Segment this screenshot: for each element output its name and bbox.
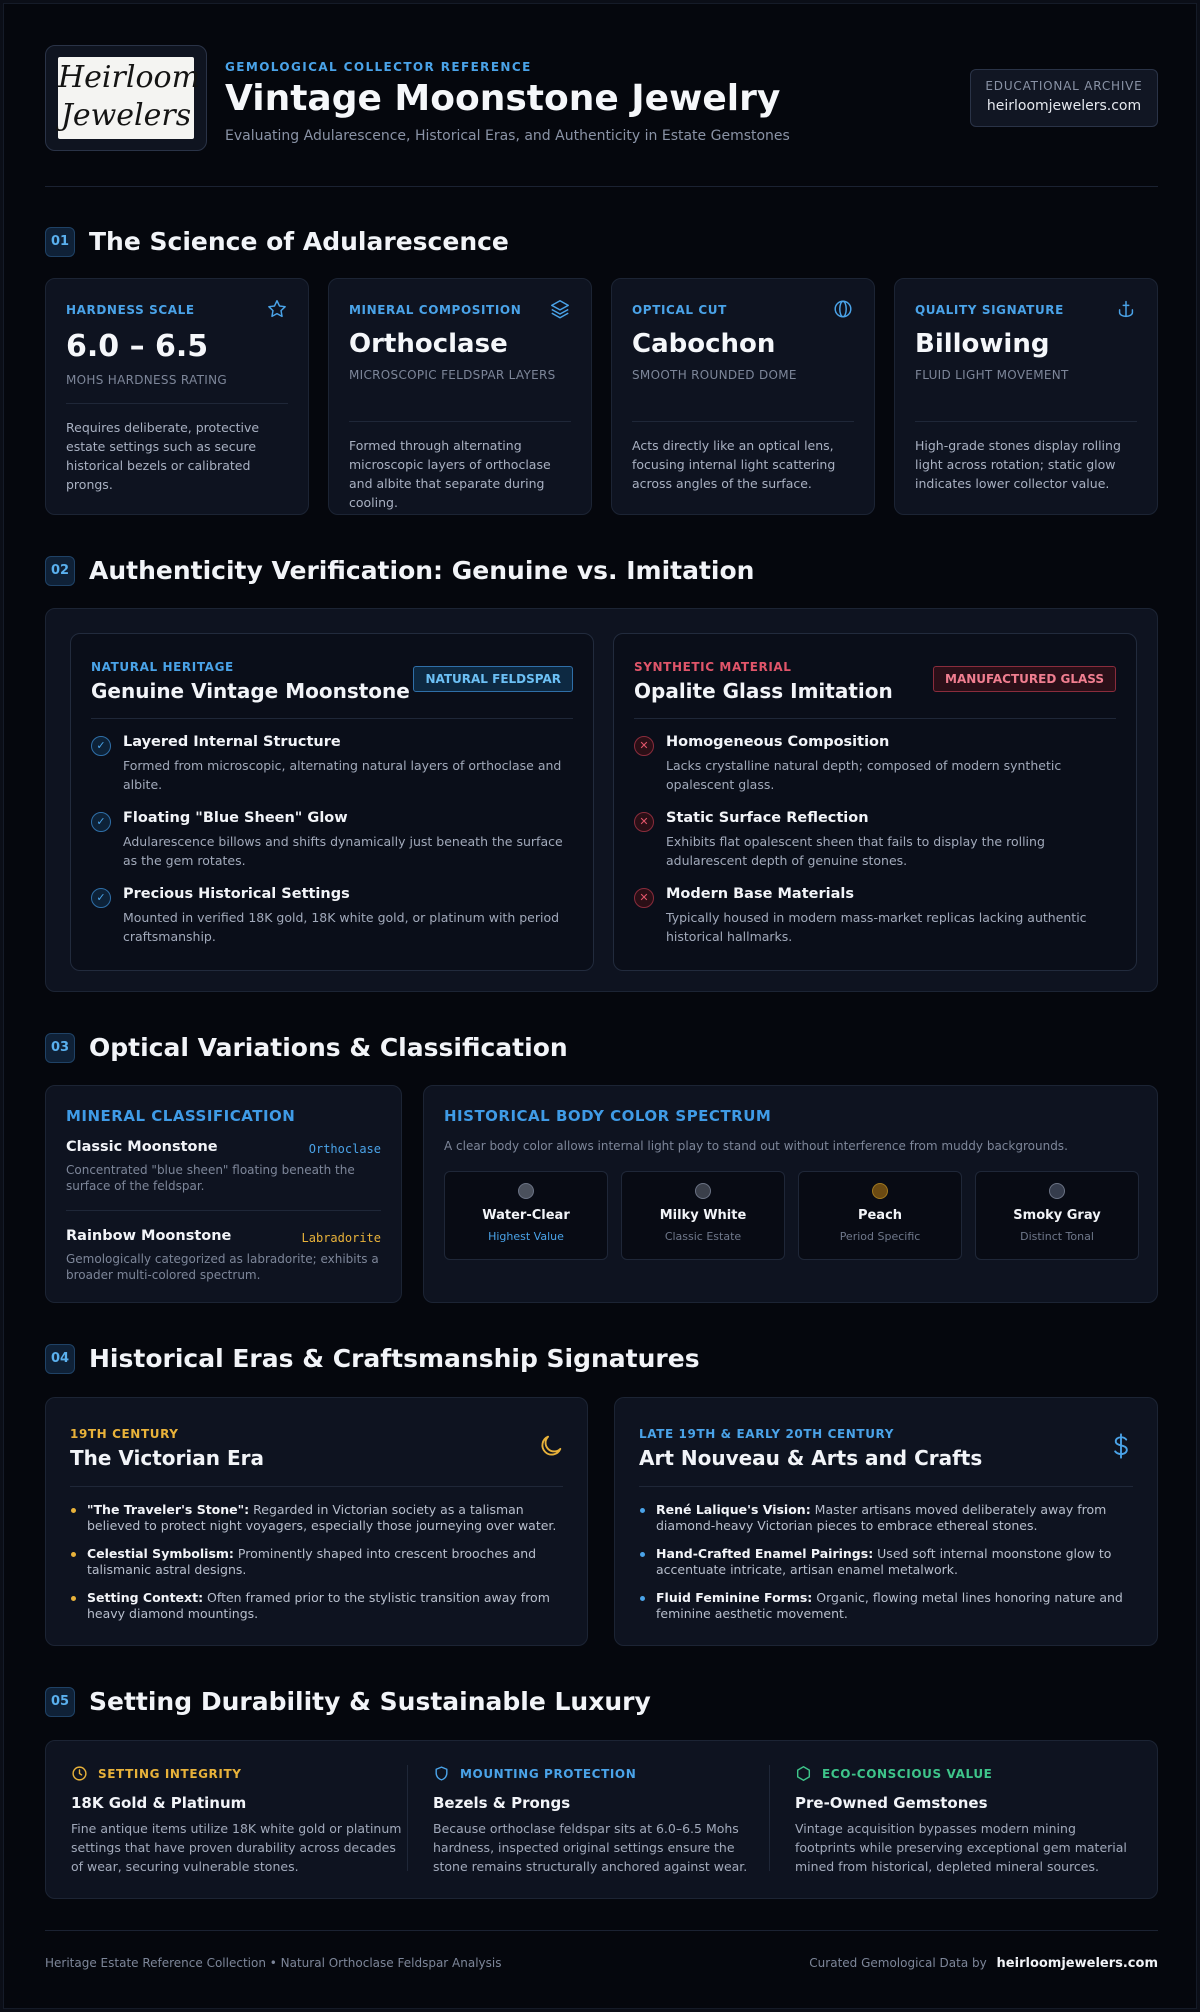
metric-value: Orthoclase xyxy=(349,329,508,359)
genuine-title: Genuine Vintage Moonstone xyxy=(91,679,410,703)
swatch-name: Milky White xyxy=(659,1208,747,1223)
metric-card-composition xyxy=(328,278,592,515)
logo-line-1: Heirloom xyxy=(58,60,201,95)
imitation-divider xyxy=(634,718,1116,719)
metric-caption: FLUID LIGHT MOVEMENT xyxy=(915,368,1069,382)
logo xyxy=(58,57,201,139)
metric-caption: MOHS HARDNESS RATING xyxy=(66,373,227,387)
era-card-victorian xyxy=(45,1397,588,1646)
section-number: 05 xyxy=(45,1687,75,1717)
section-title: Setting Durability & Sustainable Luxury xyxy=(89,1687,651,1716)
era-tag: LATE 19TH & EARLY 20TH CENTURY xyxy=(639,1427,895,1441)
footer-divider xyxy=(45,1930,1158,1931)
clock-icon xyxy=(71,1765,88,1782)
x-icon: ✕ xyxy=(634,888,654,908)
classification-title: MINERAL CLASSIFICATION xyxy=(66,1107,296,1125)
item-title: Floating "Blue Sheen" Glow xyxy=(123,810,348,826)
anchor-icon xyxy=(1115,298,1137,320)
classification-tag: Orthoclase xyxy=(308,1142,381,1156)
x-icon: ✕ xyxy=(634,736,654,756)
footer-credit-label: Curated Gemological Data by xyxy=(809,1956,987,1970)
metric-description: Formed through alternating microscopic layers of orthoclase and albite that separate during cooling. xyxy=(349,438,551,510)
column-divider xyxy=(769,1765,770,1871)
section-title: The Science of Adularescence xyxy=(89,227,509,256)
x-icon: ✕ xyxy=(634,812,654,832)
hexagon-icon xyxy=(795,1765,812,1782)
item-description: Adularescence billows and shifts dynamically just beneath the surface as the gem rotates. xyxy=(123,834,563,868)
durability-column xyxy=(433,1741,773,1898)
footer-credit xyxy=(809,1956,1158,1971)
era-bullet: "The Traveler's Stone": Regarded in Victorian society as a talisman believed to protect night voyagers, especially those journeying over water. xyxy=(70,1502,563,1534)
metric-card-quality xyxy=(894,278,1158,515)
page-title: Vintage Moonstone Jewelry xyxy=(225,78,781,119)
imitation-tag: SYNTHETIC MATERIAL xyxy=(634,660,792,674)
metric-description: Requires deliberate, protective estate settings such as secure historical bezels or calibrated prongs. xyxy=(66,420,260,492)
check-icon: ✓ xyxy=(91,736,111,756)
section-number: 04 xyxy=(45,1344,75,1374)
header-divider xyxy=(45,186,1158,187)
era-card-art-nouveau xyxy=(614,1397,1158,1646)
swatch-subtitle: Distinct Tonal xyxy=(1020,1230,1094,1243)
metric-card-optical-cut xyxy=(611,278,875,515)
item-description: Formed from microscopic, alternating natural layers of orthoclase and albite. xyxy=(123,758,562,792)
spectrum-title: HISTORICAL BODY COLOR SPECTRUM xyxy=(444,1107,772,1125)
durability-column xyxy=(795,1741,1135,1898)
header-kicker: GEMOLOGICAL COLLECTOR REFERENCE xyxy=(225,60,532,74)
metric-description: Acts directly like an optical lens, focusing internal light scattering across angles of the surface. xyxy=(632,438,836,491)
era-title: The Victorian Era xyxy=(70,1446,264,1470)
section-number: 01 xyxy=(45,227,75,257)
archive-domain-link[interactable]: heirloomjewelers.com xyxy=(986,98,1142,114)
item-description: Typically housed in modern mass-market replicas lacking authentic historical hallmarks. xyxy=(666,910,1087,944)
archive-label: EDUCATIONAL ARCHIVE xyxy=(985,79,1143,93)
durability-description: Fine antique items utilize 18K white gold or platinum settings that have proven durability across decades of wear, securing vulnerable stones. xyxy=(71,1821,402,1874)
page xyxy=(3,3,1197,2009)
durability-title: Pre-Owned Gemstones xyxy=(795,1794,988,1812)
swatch-subtitle: Highest Value xyxy=(488,1230,564,1243)
swatch-water-clear[interactable] xyxy=(444,1171,608,1260)
section-number: 03 xyxy=(45,1033,75,1063)
column-divider xyxy=(407,1765,408,1871)
section-title: Authenticity Verification: Genuine vs. Imitation xyxy=(89,556,755,585)
section-number: 02 xyxy=(45,556,75,586)
item-description: Lacks crystalline natural depth; composed of modern synthetic opalescent glass. xyxy=(666,758,1062,792)
imitation-badge: MANUFACTURED GLASS xyxy=(933,666,1116,692)
era-title: Art Nouveau & Arts and Crafts xyxy=(639,1446,983,1470)
item-description: Mounted in verified 18K gold, 18K white gold, or platinum with period craftsmanship. xyxy=(123,910,560,944)
durability-head-label: ECO-CONSCIOUS VALUE xyxy=(822,1767,993,1781)
classification-divider xyxy=(66,1210,381,1211)
metric-divider xyxy=(632,421,854,422)
classification-name: Classic Moonstone xyxy=(66,1139,218,1155)
swatch-name: Peach xyxy=(857,1208,903,1223)
era-tag: 19TH CENTURY xyxy=(70,1427,179,1441)
era-bullet: Setting Context: Often framed prior to the stylistic transition away from heavy diamond mountings. xyxy=(70,1590,563,1622)
metric-divider xyxy=(915,421,1137,422)
moon-icon xyxy=(537,1432,565,1460)
metric-label: OPTICAL CUT xyxy=(632,303,727,317)
era-divider xyxy=(639,1486,1133,1487)
lens-icon xyxy=(832,298,854,320)
logo-frame[interactable] xyxy=(45,45,207,151)
color-dot xyxy=(695,1183,711,1199)
logo-line-2: Jewelers xyxy=(60,98,192,133)
check-icon: ✓ xyxy=(91,888,111,908)
item-title: Layered Internal Structure xyxy=(123,734,341,750)
item-title: Homogeneous Composition xyxy=(666,734,890,750)
classification-description: Concentrated "blue sheen" floating beneath the surface of the feldspar. xyxy=(66,1163,355,1193)
era-bullet: Hand-Crafted Enamel Pairings: Used soft internal moonstone glow to accentuate intricate, artisan enamel metalwork. xyxy=(639,1546,1133,1578)
durability-head-label: SETTING INTEGRITY xyxy=(98,1767,242,1781)
swatch-smoky-gray[interactable] xyxy=(975,1171,1139,1260)
swatch-name: Smoky Gray xyxy=(1013,1208,1101,1223)
genuine-panel xyxy=(70,633,594,971)
color-dot xyxy=(1049,1183,1065,1199)
swatch-subtitle: Classic Estate xyxy=(664,1230,742,1243)
item-description: Exhibits flat opalescent sheen that fails to display the rolling adularescent depth of genuine stones. xyxy=(666,834,1045,868)
section-title: Historical Eras & Craftsmanship Signatures xyxy=(89,1344,700,1373)
classification-description: Gemologically categorized as labradorite; exhibits a broader multi-colored spectrum. xyxy=(66,1252,379,1282)
archive-badge[interactable] xyxy=(970,69,1158,127)
era-bullet: René Lalique's Vision: Master artisans moved deliberately away from diamond-heavy Victorian pieces to embrace ethereal stones. xyxy=(639,1502,1133,1534)
metric-caption: SMOOTH ROUNDED DOME xyxy=(632,368,797,382)
durability-title: Bezels & Prongs xyxy=(433,1794,571,1812)
durability-description: Vintage acquisition bypasses modern mining footprints while preserving exceptional gem material mined from historical, depleted mineral sources. xyxy=(795,1821,1127,1874)
metric-value: 6.0 – 6.5 xyxy=(66,329,209,364)
durability-description: Because orthoclase feldspar sits at 6.0–6.5 Mohs hardness, inspected original settings ensure the stone remains structurally anchored against wear. xyxy=(433,1821,748,1874)
page-subtitle: Evaluating Adularescence, Historical Eras, and Authenticity in Estate Gemstones xyxy=(225,128,790,144)
genuine-badge: NATURAL FELDSPAR xyxy=(413,666,573,692)
footer-domain-link[interactable]: heirloomjewelers.com xyxy=(996,1956,1158,1971)
imitation-panel xyxy=(613,633,1137,971)
durability-card xyxy=(45,1740,1158,1899)
imitation-title: Opalite Glass Imitation xyxy=(634,679,893,703)
star-icon xyxy=(266,298,288,320)
item-title: Static Surface Reflection xyxy=(666,810,869,826)
era-bullet: Fluid Feminine Forms: Organic, flowing metal lines honoring nature and feminine aesthetic movement. xyxy=(639,1590,1133,1622)
metric-card-hardness xyxy=(45,278,309,515)
classification-card xyxy=(45,1085,402,1303)
color-dot xyxy=(872,1183,888,1199)
spectrum-description: A clear body color allows internal light play to stand out without interference from muddy backgrounds. xyxy=(444,1139,1068,1153)
color-dot xyxy=(518,1183,534,1199)
check-icon: ✓ xyxy=(91,812,111,832)
metric-description: High-grade stones display rolling light across rotation; static glow indicates lower collector value. xyxy=(915,438,1121,491)
metric-value: Billowing xyxy=(915,329,1050,359)
genuine-tag: NATURAL HERITAGE xyxy=(91,660,234,674)
dollar-icon xyxy=(1107,1432,1135,1460)
footer-note: Heritage Estate Reference Collection • Natural Orthoclase Feldspar Analysis xyxy=(45,1956,502,1970)
swatch-peach[interactable] xyxy=(798,1171,962,1260)
metric-label: QUALITY SIGNATURE xyxy=(915,303,1064,317)
item-title: Precious Historical Settings xyxy=(123,886,350,902)
era-divider xyxy=(70,1486,563,1487)
metric-divider xyxy=(66,403,288,404)
metric-caption: MICROSCOPIC FELDSPAR LAYERS xyxy=(349,368,556,382)
metric-label: MINERAL COMPOSITION xyxy=(349,303,522,317)
classification-tag: Labradorite xyxy=(301,1231,381,1245)
durability-title: 18K Gold & Platinum xyxy=(71,1794,247,1812)
section-title: Optical Variations & Classification xyxy=(89,1033,568,1062)
item-title: Modern Base Materials xyxy=(666,886,854,902)
era-bullet: Celestial Symbolism: Prominently shaped into crescent brooches and talismanic astral designs. xyxy=(70,1546,563,1578)
classification-name: Rainbow Moonstone xyxy=(66,1228,232,1244)
swatch-name: Water-Clear xyxy=(482,1208,570,1223)
metric-label: HARDNESS SCALE xyxy=(66,303,195,317)
durability-head-label: MOUNTING PROTECTION xyxy=(460,1767,637,1781)
swatch-subtitle: Period Specific xyxy=(839,1230,921,1243)
metric-divider xyxy=(349,421,571,422)
swatch-milky-white[interactable] xyxy=(621,1171,785,1260)
durability-column xyxy=(71,1741,411,1898)
metric-value: Cabochon xyxy=(632,329,776,359)
genuine-divider xyxy=(91,718,573,719)
shield-icon xyxy=(433,1765,450,1782)
layers-icon xyxy=(549,298,571,320)
